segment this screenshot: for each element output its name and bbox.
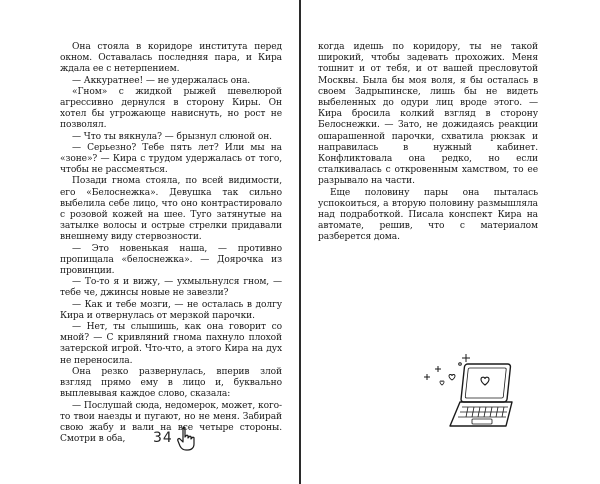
paragraph: — Как и тебе мозги, — не осталась в долгу Кира и отвернулась от мерзкой парочки. bbox=[60, 299, 282, 321]
heart-icon bbox=[440, 381, 444, 385]
pointing-hand-icon bbox=[175, 426, 199, 452]
paragraph: Позади гнома стояла, по всей видимости, его «Белоснежка». Девушка так сильно выбелила себе лицо, что оно контрастировало с розовой кожей на шее. Туго затянутые на затылке волосы и острые стрелки придавали внешнему виду стервозности. bbox=[60, 176, 282, 243]
paragraph: — Послушай сюда, недомерок, может, кого-то твои наезды и пугают, но не меня. Забирай свою жабу и вали на все четыре стороны. Смотри в оба, bbox=[60, 400, 282, 445]
paragraph: Она резко развернулась, вперив злой взгляд прямо ему в лицо и, буквально выплевывая каждое слово, сказала: bbox=[60, 366, 282, 400]
paragraph: Еще половину пары она пыталась успокоиться, а вторую половину размышляла над подработкой. Писала конспект Кира на автомате, решив, что с материалом разберется дома. bbox=[318, 187, 538, 243]
laptop-heart-icon bbox=[422, 352, 522, 436]
right-page-text bbox=[318, 42, 538, 244]
heart-icon bbox=[481, 377, 489, 385]
paragraph: — Это новенькая наша, — противно пропищала «белоснежка». — Доярочка из провинции. bbox=[60, 243, 282, 277]
left-page-text bbox=[60, 42, 282, 445]
heart-icon bbox=[449, 375, 455, 381]
paragraph: — Нет, ты слышишь, как она говорит со мной? — С кривляний гнома пахнуло плохой затерской игрой. Что-что, а этого Кира на дух не переносила. bbox=[60, 322, 282, 366]
paragraph: — Что ты вякнула? — брызнул слюной он. bbox=[72, 131, 272, 142]
left-page bbox=[0, 0, 299, 484]
paragraph: Она стояла в коридоре института перед окном. Оставалась последняя пара, и Кира ждала ее с нетерпением. bbox=[60, 42, 282, 75]
paragraph: — То-то я и вижу, — ухмыльнулся гном, — тебе че, джинсы новые не завезли? bbox=[60, 277, 282, 299]
paragraph: — Серьезно? Тебе пять лет? Или мы на «зоне»? — Кира с трудом удержалась от того, чтобы не рассмеяться. bbox=[60, 142, 282, 176]
paragraph: когда идешь по коридору, ты не такой широкий, чтобы задевать прохожих. Меня тошнит и от тебя, и от вашей пресловутой Москвы. Была бы моя воля, я бы осталась в своем Задрыпинске, лишь бы не видеть выбеленных до одури лиц вроде этого. — Кира бросила колкий взгляд в сторону Белоснежки. — Зато, не дожидаясь реакции ошарашенной парочки, схватила рюкзак и направилась в нужный кабинет. Конфликтовала она редко, но если сталкивалась с откровенным хамством, то ее разрывало на части. bbox=[318, 42, 538, 187]
page-number: 34 bbox=[153, 430, 173, 446]
paragraph: «Гном» с жидкой рыжей шевелюрой агрессивно дернулся в сторону Киры. Он хотел бы угрожающе нависнуть, но рост не позволял. bbox=[60, 86, 282, 131]
paragraph: — Аккуратнее! — не удержалась она. bbox=[72, 75, 251, 86]
